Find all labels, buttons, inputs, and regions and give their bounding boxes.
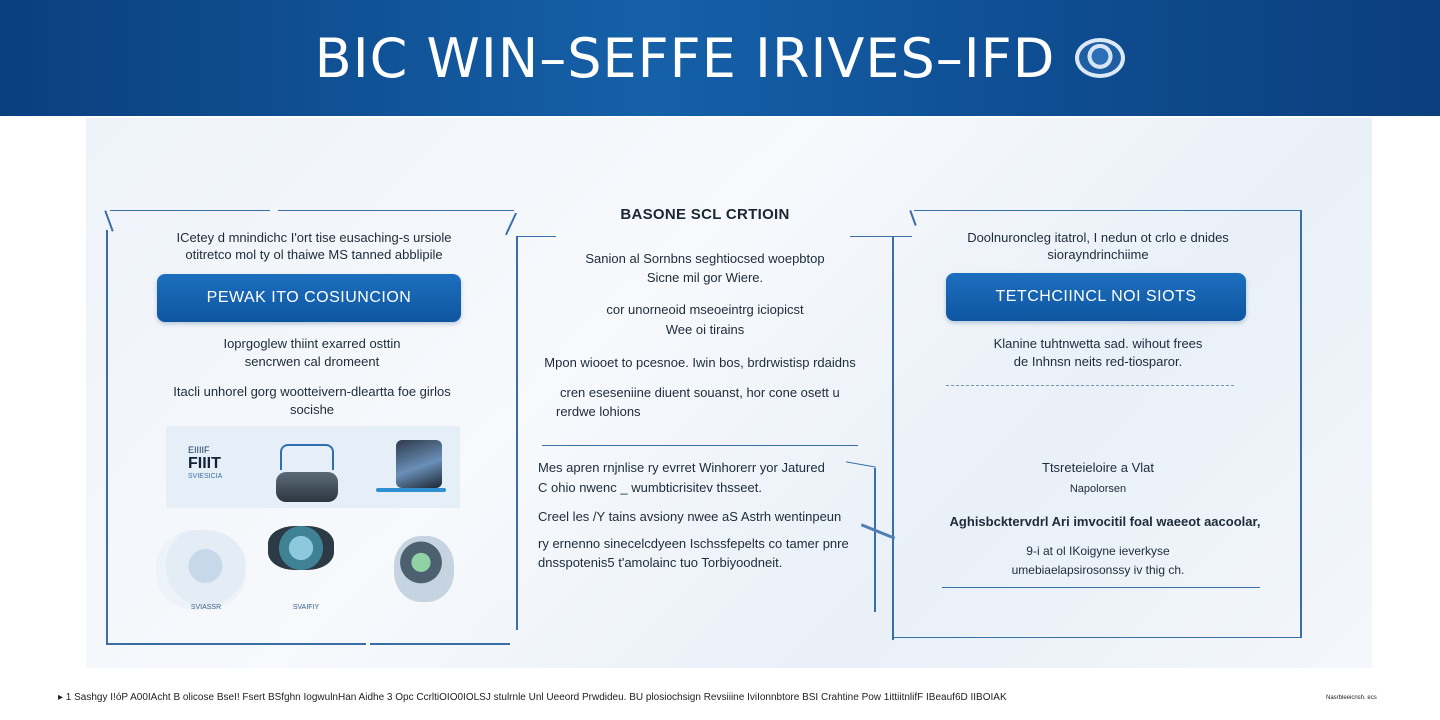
- footer-text: ▸ 1 Sashgy I!óP A00IAcht B olicose BseI! Fsert BSfghn IogwulnHan Aidhe 3 Opc CcrltiOIO0IOLSJ stulrnle Unl Ueeord Prwdideu. BU plosiochsign Revsiiine IviIonnbtore BSI Crahtine Pow 1ittiitnlifF IBeauf6D IIBOIAK: [58, 692, 1007, 703]
- pewark-ito-cosiuncion-button[interactable]: PEWAK ITO COSIUNCION: [157, 274, 461, 322]
- left-intro-line1: ICetey d mnindichc I'ort tise eusaching-s ursiole: [176, 230, 452, 245]
- middle-p4-line2: rerdwe lohions: [556, 404, 641, 419]
- fiit-label: [188, 444, 232, 494]
- left-body2-line1: Itacli unhorel gorg wootteivern-dleartta foe girlos: [173, 384, 451, 399]
- page-title: BIC WIN–SEFFE IRIVES–IFD: [314, 26, 1056, 90]
- middle-p4-line1: cren eseseniine diuent souanst, hor cone osett u: [560, 385, 840, 400]
- fiit-label-big: FIIIT: [188, 455, 221, 472]
- right-intro-line2: siorayndrinchiime: [1047, 247, 1149, 262]
- full-face-mask-image: [394, 536, 454, 602]
- middle-p1-line2: Sicne mil gor Wiere.: [646, 270, 764, 285]
- right-intro-line1: Doolnuroncleg itatrol, I nedun ot crlo e dnides: [967, 230, 1229, 245]
- right-body1-line1: Klanine tuhtnwetta sad. wihout frees: [993, 336, 1203, 351]
- respirator-caption: SVIASSR: [190, 604, 222, 611]
- globe-logo-icon: [1075, 38, 1125, 78]
- middle-p6: Creel les /Y tains avsiony nwee aS Astrh wentinpeun: [538, 509, 842, 524]
- right-body1-line2: de Inhnsn neits red-tiosparor.: [1013, 354, 1183, 369]
- middle-panel-title: BASONE SCL CRTIOIN: [620, 206, 790, 223]
- middle-p7-line2: dnsspotenis5 t'amolainc tuo Torbiyoodneit.: [538, 555, 783, 570]
- fiit-label-top: EIIIIF: [188, 445, 210, 455]
- left-body1-line2: sencrwen cal dromeent: [244, 354, 380, 369]
- vr-headset-stand-icon: [376, 488, 446, 492]
- footer-right-text: Nasrbleeicnsh. ecs: [1326, 695, 1377, 701]
- respirator-mask-image: [156, 530, 246, 610]
- middle-p5-line2: C ohio nwenc _ wumbticrisitev thsseet.: [538, 480, 762, 495]
- left-intro-line2: otitretco mol ty ol thaiwe MS tanned abblipile: [185, 247, 443, 262]
- fiit-label-small: SVIESICIA: [188, 473, 223, 480]
- left-body2-line2: socishe: [289, 402, 335, 417]
- right-body3-line2: umebiaelapsirosonssy iv thig ch.: [1011, 563, 1185, 577]
- middle-p2-line2: Wee oi tirains: [665, 322, 745, 337]
- right-divider: [942, 587, 1260, 588]
- right-body2-line1: Ttsreteieloire a Vlat: [1042, 460, 1154, 475]
- dive-mask-image: [268, 526, 334, 570]
- vr-headset-image: [396, 440, 442, 488]
- right-dashed-divider: [946, 385, 1234, 386]
- middle-p5-line1: Mes apren rnjnlise ry evrret Winhorerr yor Jatured: [538, 460, 825, 475]
- middle-p7-line1: ry ernenno sinecelcdyeen Ischssfepelts co tamer pnre: [538, 536, 849, 551]
- page-header: [0, 0, 1440, 116]
- goggles-strap-icon: [280, 444, 334, 470]
- right-bold-line: Aghisbcktervdrl Ari imvocitil foal waeeot aacoolar,: [949, 514, 1261, 529]
- middle-p1-line1: Sanion al Sornbns seghtiocsed woepbtop: [585, 251, 825, 266]
- dive-mask-caption: SVAIFIY: [292, 604, 320, 611]
- middle-divider: [542, 445, 858, 446]
- tetchciincl-noi-siots-button[interactable]: TETCHCIINCL NOI SIOTS: [946, 273, 1246, 321]
- middle-p2-line1: cor unorneoid mseoeintrg iciopicst: [606, 302, 804, 317]
- right-body3-line1: 9-i at ol IKoigyne ieverkyse: [1026, 544, 1170, 558]
- right-body2-line2: Napolorsen: [1069, 483, 1127, 495]
- middle-p3: Mpon wiooet to pcesnoe. Iwin bos, brdrwistisp rdaidns: [544, 355, 856, 370]
- left-body1-line1: Ioprgoglew thiint exarred osttin: [223, 336, 401, 351]
- goggles-image: [276, 472, 338, 502]
